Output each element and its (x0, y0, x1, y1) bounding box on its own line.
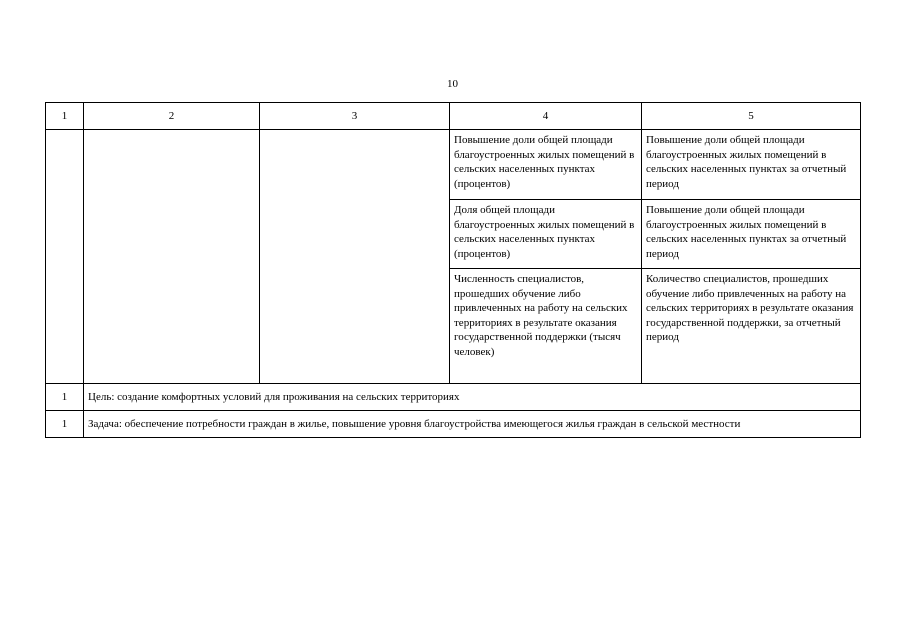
table-row (46, 130, 861, 200)
task-number: 1 (46, 411, 84, 438)
header-cell-5: 5 (642, 103, 861, 130)
table-header-row (46, 103, 861, 130)
indicator-description: Повышение доли общей площади благоустроенных жилых помещений в сельских населенных пунктах за отчетный период (642, 200, 861, 269)
indicators-table (45, 102, 861, 438)
indicator-name: Повышение доли общей площади благоустроенных жилых помещений в сельских населенных пунктах (процентов) (450, 130, 642, 200)
indicator-description: Повышение доли общей площади благоустроенных жилых помещений в сельских населенных пунктах за отчетный период (642, 130, 861, 200)
empty-cell-col3 (260, 130, 450, 384)
goal-number: 1 (46, 384, 84, 411)
page-number: 10 (447, 78, 458, 90)
empty-cell-col2 (84, 130, 260, 384)
header-cell-1: 1 (46, 103, 84, 130)
goal-row (46, 384, 861, 411)
indicator-name: Численность специалистов, прошедших обучение либо привлеченных на работу на сельских территориях в результате оказания государственной поддержки (тысяч человек) (450, 269, 642, 384)
task-text: Задача: обеспечение потребности граждан в жилье, повышение уровня благоустройства имеющегося жилья граждан в сельской местности (84, 411, 861, 438)
indicator-name: Доля общей площади благоустроенных жилых помещений в сельских населенных пунктах (процентов) (450, 200, 642, 269)
header-cell-2: 2 (84, 103, 260, 130)
goal-text: Цель: создание комфортных условий для проживания на сельских территориях (84, 384, 861, 411)
header-cell-4: 4 (450, 103, 642, 130)
task-row (46, 411, 861, 438)
empty-cell-col1 (46, 130, 84, 384)
indicator-description: Количество специалистов, прошедших обучение либо привлеченных на работу на сельских территориях в результате оказания государственной поддержки, за отчетный период (642, 269, 861, 384)
header-cell-3: 3 (260, 103, 450, 130)
